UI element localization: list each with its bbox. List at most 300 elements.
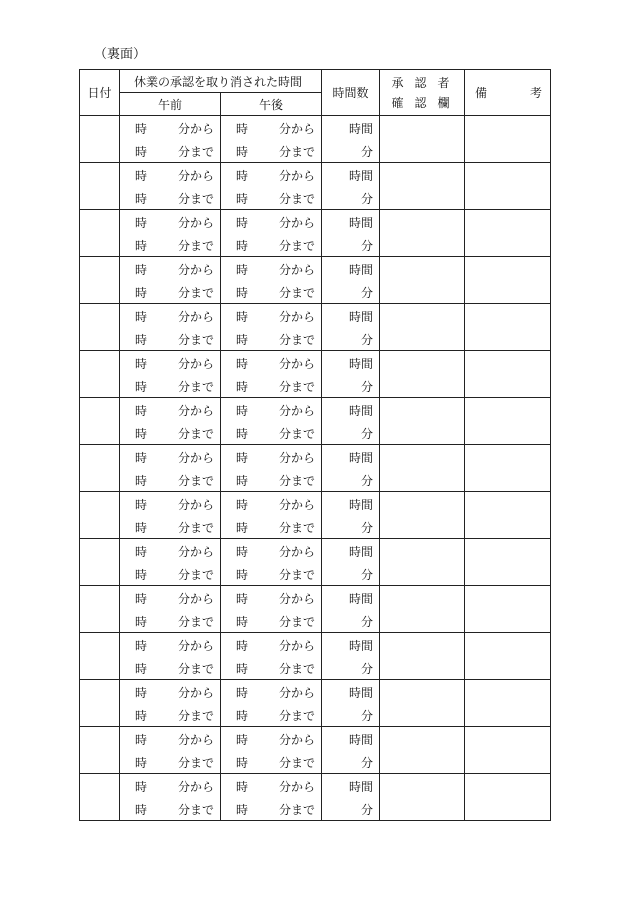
remarks-cell[interactable] — [465, 257, 551, 304]
approver-cell[interactable] — [380, 727, 465, 774]
approver-cell[interactable] — [380, 257, 465, 304]
minutes-until-label: 分まで — [278, 333, 315, 347]
date-cell[interactable] — [80, 163, 120, 210]
remarks-cell[interactable] — [465, 633, 551, 680]
hours-cell[interactable] — [322, 398, 380, 422]
pm-end-cell[interactable] — [221, 421, 322, 445]
hour-label: 時 — [135, 286, 148, 300]
minutes-cell[interactable] — [322, 468, 380, 492]
hours-cell[interactable] — [322, 492, 380, 516]
pm-start-cell[interactable] — [221, 633, 322, 657]
am-end-cell[interactable] — [120, 374, 221, 398]
hour-label: 時 — [236, 756, 249, 770]
remarks-cell[interactable] — [465, 304, 551, 351]
hour-label: 時 — [236, 263, 249, 277]
am-end-cell[interactable] — [120, 421, 221, 445]
minutes-from-label: 分から — [278, 451, 315, 465]
hour-label: 時 — [135, 803, 148, 817]
approver-cell[interactable] — [380, 680, 465, 727]
hour-label: 時 — [135, 122, 148, 136]
minutes-cell[interactable] — [322, 421, 380, 445]
remarks-cell[interactable] — [465, 445, 551, 492]
minutes-until-label: 分まで — [177, 709, 214, 723]
hours-label: 時間 — [348, 216, 373, 230]
pm-end-cell[interactable] — [221, 186, 322, 210]
table-body — [80, 70, 551, 821]
hour-label: 時 — [135, 192, 148, 206]
pm-end-cell[interactable] — [221, 562, 322, 586]
date-cell[interactable] — [80, 398, 120, 445]
entry-row-start — [80, 398, 551, 422]
approver-cell[interactable] — [380, 116, 465, 163]
hour-label: 時 — [135, 474, 148, 488]
hour-label: 時 — [135, 709, 148, 723]
hour-label: 時 — [135, 780, 148, 794]
entry-row-start — [80, 210, 551, 234]
page-caption: （裏面） — [94, 47, 147, 62]
approver-cell[interactable] — [380, 210, 465, 257]
minutes-from-label: 分から — [177, 592, 214, 606]
am-start-cell[interactable] — [120, 539, 221, 563]
pm-end-cell[interactable] — [221, 327, 322, 351]
remarks-cell[interactable] — [465, 163, 551, 210]
am-end-cell[interactable] — [120, 562, 221, 586]
am-start-cell[interactable] — [120, 774, 221, 798]
minutes-from-label: 分から — [278, 498, 315, 512]
hour-label: 時 — [135, 451, 148, 465]
hour-label: 時 — [135, 568, 148, 582]
entry-row-start — [80, 774, 551, 798]
minutes-from-label: 分から — [278, 310, 315, 324]
hours-cell[interactable] — [322, 445, 380, 469]
pm-end-cell[interactable] — [221, 468, 322, 492]
pm-start-cell[interactable] — [221, 586, 322, 610]
approver-cell[interactable] — [380, 539, 465, 586]
minutes-label: 分 — [360, 803, 373, 817]
header-row — [80, 70, 551, 93]
pm-start-cell[interactable] — [221, 492, 322, 516]
hour-label: 時 — [236, 686, 249, 700]
pm-end-cell[interactable] — [221, 703, 322, 727]
pm-start-cell[interactable] — [221, 304, 322, 328]
pm-start-cell[interactable] — [221, 163, 322, 187]
minutes-label: 分 — [360, 521, 373, 535]
hours-label: 時間 — [348, 451, 373, 465]
hours-label: 時間 — [348, 263, 373, 277]
hours-label: 時間 — [348, 498, 373, 512]
minutes-until-label: 分まで — [278, 803, 315, 817]
hour-label: 時 — [236, 521, 249, 535]
header-hours: 時間数 — [322, 70, 380, 116]
hour-label: 時 — [236, 216, 249, 230]
am-end-cell[interactable] — [120, 327, 221, 351]
minutes-label: 分 — [360, 568, 373, 582]
header-approver-line1: 承認者 — [391, 75, 461, 90]
pm-start-cell[interactable] — [221, 210, 322, 234]
minutes-label: 分 — [360, 662, 373, 676]
hour-label: 時 — [236, 474, 249, 488]
minutes-until-label: 分まで — [177, 662, 214, 676]
remarks-cell[interactable] — [465, 351, 551, 398]
hour-label: 時 — [135, 333, 148, 347]
minutes-label: 分 — [360, 286, 373, 300]
minutes-from-label: 分から — [278, 216, 315, 230]
minutes-until-label: 分まで — [278, 192, 315, 206]
hour-label: 時 — [236, 380, 249, 394]
minutes-until-label: 分まで — [177, 380, 214, 394]
minutes-cell[interactable] — [322, 374, 380, 398]
header-remarks-char2: 考 — [529, 86, 542, 100]
hours-cell[interactable] — [322, 116, 380, 140]
hour-label: 時 — [135, 545, 148, 559]
am-start-cell[interactable] — [120, 680, 221, 704]
minutes-from-label: 分から — [177, 169, 214, 183]
hour-label: 時 — [135, 592, 148, 606]
hours-cell[interactable] — [322, 539, 380, 563]
am-end-cell[interactable] — [120, 280, 221, 304]
minutes-until-label: 分まで — [177, 286, 214, 300]
remarks-cell[interactable] — [465, 492, 551, 539]
header-am: 午前 — [120, 93, 221, 116]
pm-start-cell[interactable] — [221, 727, 322, 751]
minutes-from-label: 分から — [177, 545, 214, 559]
entry-row-start — [80, 633, 551, 657]
remarks-cell[interactable] — [465, 539, 551, 586]
hour-label: 時 — [135, 169, 148, 183]
date-cell[interactable] — [80, 492, 120, 539]
date-cell[interactable] — [80, 727, 120, 774]
leave-cancellation-table — [79, 69, 551, 821]
hour-label: 時 — [135, 662, 148, 676]
am-start-cell[interactable] — [120, 398, 221, 422]
hours-label: 時間 — [348, 122, 373, 136]
header-remarks-char1: 備 — [475, 86, 488, 100]
minutes-from-label: 分から — [278, 404, 315, 418]
minutes-until-label: 分まで — [177, 333, 214, 347]
entry-row-start — [80, 304, 551, 328]
minutes-cell[interactable] — [322, 750, 380, 774]
minutes-from-label: 分から — [278, 780, 315, 794]
hour-label: 時 — [135, 639, 148, 653]
am-start-cell[interactable] — [120, 163, 221, 187]
entry-row-start — [80, 445, 551, 469]
approver-cell[interactable] — [380, 398, 465, 445]
minutes-until-label: 分まで — [177, 615, 214, 629]
date-cell[interactable] — [80, 539, 120, 586]
hour-label: 時 — [236, 192, 249, 206]
hours-label: 時間 — [348, 686, 373, 700]
hours-label: 時間 — [348, 592, 373, 606]
hour-label: 時 — [236, 333, 249, 347]
approver-cell[interactable] — [380, 774, 465, 821]
hour-label: 時 — [236, 357, 249, 371]
minutes-until-label: 分まで — [278, 662, 315, 676]
pm-end-cell[interactable] — [221, 280, 322, 304]
hours-cell[interactable] — [322, 163, 380, 187]
minutes-from-label: 分から — [177, 780, 214, 794]
am-end-cell[interactable] — [120, 797, 221, 821]
minutes-label: 分 — [360, 756, 373, 770]
minutes-until-label: 分まで — [177, 803, 214, 817]
am-start-cell[interactable] — [120, 304, 221, 328]
approver-cell[interactable] — [380, 586, 465, 633]
hours-label: 時間 — [348, 639, 373, 653]
minutes-from-label: 分から — [278, 357, 315, 371]
minutes-label: 分 — [360, 333, 373, 347]
minutes-until-label: 分まで — [177, 145, 214, 159]
entry-row-start — [80, 492, 551, 516]
hour-label: 時 — [135, 380, 148, 394]
entry-row-start — [80, 586, 551, 610]
am-end-cell[interactable] — [120, 609, 221, 633]
am-end-cell[interactable] — [120, 656, 221, 680]
minutes-cell[interactable] — [322, 139, 380, 163]
pm-end-cell[interactable] — [221, 609, 322, 633]
minutes-cell[interactable] — [322, 797, 380, 821]
minutes-until-label: 分まで — [278, 756, 315, 770]
pm-start-cell[interactable] — [221, 257, 322, 281]
pm-end-cell[interactable] — [221, 515, 322, 539]
minutes-cell[interactable] — [322, 656, 380, 680]
pm-start-cell[interactable] — [221, 398, 322, 422]
am-start-cell[interactable] — [120, 445, 221, 469]
minutes-until-label: 分まで — [278, 474, 315, 488]
date-cell[interactable] — [80, 304, 120, 351]
hour-label: 時 — [236, 498, 249, 512]
approver-cell[interactable] — [380, 163, 465, 210]
minutes-until-label: 分まで — [278, 427, 315, 441]
remarks-cell[interactable] — [465, 116, 551, 163]
hour-label: 時 — [135, 733, 148, 747]
pm-end-cell[interactable] — [221, 750, 322, 774]
header-approver-confirmation — [380, 70, 465, 116]
entry-row-start — [80, 351, 551, 375]
pm-end-cell[interactable] — [221, 797, 322, 821]
hours-cell[interactable] — [322, 210, 380, 234]
date-cell[interactable] — [80, 445, 120, 492]
header-cancelled-time: 休業の承認を取り消された時間 — [120, 70, 322, 93]
hours-cell[interactable] — [322, 351, 380, 375]
hour-label: 時 — [236, 427, 249, 441]
am-start-cell[interactable] — [120, 727, 221, 751]
am-start-cell[interactable] — [120, 633, 221, 657]
approver-cell[interactable] — [380, 351, 465, 398]
minutes-cell[interactable] — [322, 609, 380, 633]
hour-label: 時 — [236, 709, 249, 723]
approver-cell[interactable] — [380, 492, 465, 539]
minutes-from-label: 分から — [278, 592, 315, 606]
approver-cell[interactable] — [380, 304, 465, 351]
date-cell[interactable] — [80, 351, 120, 398]
hours-cell[interactable] — [322, 586, 380, 610]
minutes-from-label: 分から — [278, 122, 315, 136]
minutes-label: 分 — [360, 427, 373, 441]
date-cell[interactable] — [80, 774, 120, 821]
hour-label: 時 — [135, 357, 148, 371]
minutes-from-label: 分から — [278, 169, 315, 183]
hour-label: 時 — [135, 521, 148, 535]
approver-cell[interactable] — [380, 633, 465, 680]
minutes-until-label: 分まで — [278, 286, 315, 300]
am-end-cell[interactable] — [120, 515, 221, 539]
hour-label: 時 — [135, 263, 148, 277]
hours-label: 時間 — [348, 310, 373, 324]
hour-label: 時 — [135, 310, 148, 324]
minutes-cell[interactable] — [322, 703, 380, 727]
pm-end-cell[interactable] — [221, 374, 322, 398]
hours-label: 時間 — [348, 169, 373, 183]
am-start-cell[interactable] — [120, 116, 221, 140]
minutes-until-label: 分まで — [177, 521, 214, 535]
minutes-cell[interactable] — [322, 280, 380, 304]
minutes-cell[interactable] — [322, 233, 380, 257]
date-cell[interactable] — [80, 680, 120, 727]
pm-start-cell[interactable] — [221, 116, 322, 140]
hours-label: 時間 — [348, 733, 373, 747]
minutes-from-label: 分から — [278, 545, 315, 559]
minutes-until-label: 分まで — [278, 568, 315, 582]
am-start-cell[interactable] — [120, 492, 221, 516]
pm-start-cell[interactable] — [221, 774, 322, 798]
entry-row-start — [80, 727, 551, 751]
hour-label: 時 — [236, 662, 249, 676]
am-end-cell[interactable] — [120, 750, 221, 774]
minutes-until-label: 分まで — [278, 380, 315, 394]
date-cell[interactable] — [80, 116, 120, 163]
am-end-cell[interactable] — [120, 468, 221, 492]
minutes-from-label: 分から — [177, 310, 214, 324]
minutes-until-label: 分まで — [278, 239, 315, 253]
hour-label: 時 — [236, 451, 249, 465]
hour-label: 時 — [236, 615, 249, 629]
minutes-cell[interactable] — [322, 327, 380, 351]
date-cell[interactable] — [80, 257, 120, 304]
remarks-cell[interactable] — [465, 210, 551, 257]
hour-label: 時 — [135, 216, 148, 230]
pm-start-cell[interactable] — [221, 445, 322, 469]
hour-label: 時 — [135, 427, 148, 441]
pm-start-cell[interactable] — [221, 351, 322, 375]
am-end-cell[interactable] — [120, 139, 221, 163]
hour-label: 時 — [236, 592, 249, 606]
header-remarks — [465, 70, 551, 116]
entry-row-start — [80, 539, 551, 563]
remarks-cell[interactable] — [465, 727, 551, 774]
hour-label: 時 — [135, 615, 148, 629]
minutes-cell[interactable] — [322, 515, 380, 539]
minutes-cell[interactable] — [322, 562, 380, 586]
minutes-from-label: 分から — [278, 263, 315, 277]
minutes-from-label: 分から — [177, 451, 214, 465]
hours-label: 時間 — [348, 357, 373, 371]
header-approver-line2: 確認欄 — [391, 95, 461, 110]
hour-label: 時 — [236, 803, 249, 817]
hours-cell[interactable] — [322, 257, 380, 281]
minutes-until-label: 分まで — [278, 709, 315, 723]
minutes-until-label: 分まで — [177, 474, 214, 488]
minutes-from-label: 分から — [177, 639, 214, 653]
hour-label: 時 — [236, 733, 249, 747]
remarks-cell[interactable] — [465, 680, 551, 727]
hours-cell[interactable] — [322, 680, 380, 704]
minutes-from-label: 分から — [278, 733, 315, 747]
minutes-until-label: 分まで — [177, 427, 214, 441]
minutes-from-label: 分から — [177, 686, 214, 700]
minutes-until-label: 分まで — [177, 568, 214, 582]
pm-end-cell[interactable] — [221, 233, 322, 257]
minutes-cell[interactable] — [322, 186, 380, 210]
date-cell[interactable] — [80, 633, 120, 680]
hour-label: 時 — [135, 686, 148, 700]
hours-cell[interactable] — [322, 774, 380, 798]
minutes-until-label: 分まで — [177, 239, 214, 253]
hour-label: 時 — [236, 239, 249, 253]
minutes-label: 分 — [360, 192, 373, 206]
entry-row-start — [80, 163, 551, 187]
minutes-from-label: 分から — [177, 122, 214, 136]
hours-cell[interactable] — [322, 304, 380, 328]
hours-cell[interactable] — [322, 727, 380, 751]
hour-label: 時 — [236, 568, 249, 582]
am-start-cell[interactable] — [120, 210, 221, 234]
hour-label: 時 — [236, 404, 249, 418]
minutes-label: 分 — [360, 145, 373, 159]
hour-label: 時 — [236, 639, 249, 653]
minutes-from-label: 分から — [278, 686, 315, 700]
minutes-label: 分 — [360, 709, 373, 723]
am-end-cell[interactable] — [120, 186, 221, 210]
hours-label: 時間 — [348, 545, 373, 559]
am-start-cell[interactable] — [120, 257, 221, 281]
hour-label: 時 — [236, 545, 249, 559]
minutes-until-label: 分まで — [278, 615, 315, 629]
header-date: 日付 — [80, 70, 120, 116]
hours-label: 時間 — [348, 780, 373, 794]
minutes-label: 分 — [360, 474, 373, 488]
date-cell[interactable] — [80, 586, 120, 633]
remarks-cell[interactable] — [465, 586, 551, 633]
approver-cell[interactable] — [380, 445, 465, 492]
hours-label: 時間 — [348, 404, 373, 418]
hour-label: 時 — [135, 239, 148, 253]
hour-label: 時 — [135, 404, 148, 418]
minutes-label: 分 — [360, 239, 373, 253]
minutes-from-label: 分から — [177, 216, 214, 230]
entry-row-start — [80, 116, 551, 140]
hour-label: 時 — [236, 780, 249, 794]
minutes-until-label: 分まで — [177, 756, 214, 770]
hour-label: 時 — [236, 122, 249, 136]
minutes-from-label: 分から — [177, 733, 214, 747]
am-end-cell[interactable] — [120, 233, 221, 257]
minutes-until-label: 分まで — [278, 521, 315, 535]
entry-row-start — [80, 257, 551, 281]
hour-label: 時 — [135, 756, 148, 770]
pm-end-cell[interactable] — [221, 656, 322, 680]
date-cell[interactable] — [80, 210, 120, 257]
pm-end-cell[interactable] — [221, 139, 322, 163]
am-end-cell[interactable] — [120, 703, 221, 727]
remarks-cell[interactable] — [465, 398, 551, 445]
am-start-cell[interactable] — [120, 586, 221, 610]
pm-start-cell[interactable] — [221, 680, 322, 704]
remarks-cell[interactable] — [465, 774, 551, 821]
am-start-cell[interactable] — [120, 351, 221, 375]
hour-label: 時 — [135, 145, 148, 159]
minutes-until-label: 分まで — [177, 192, 214, 206]
pm-start-cell[interactable] — [221, 539, 322, 563]
hours-cell[interactable] — [322, 633, 380, 657]
